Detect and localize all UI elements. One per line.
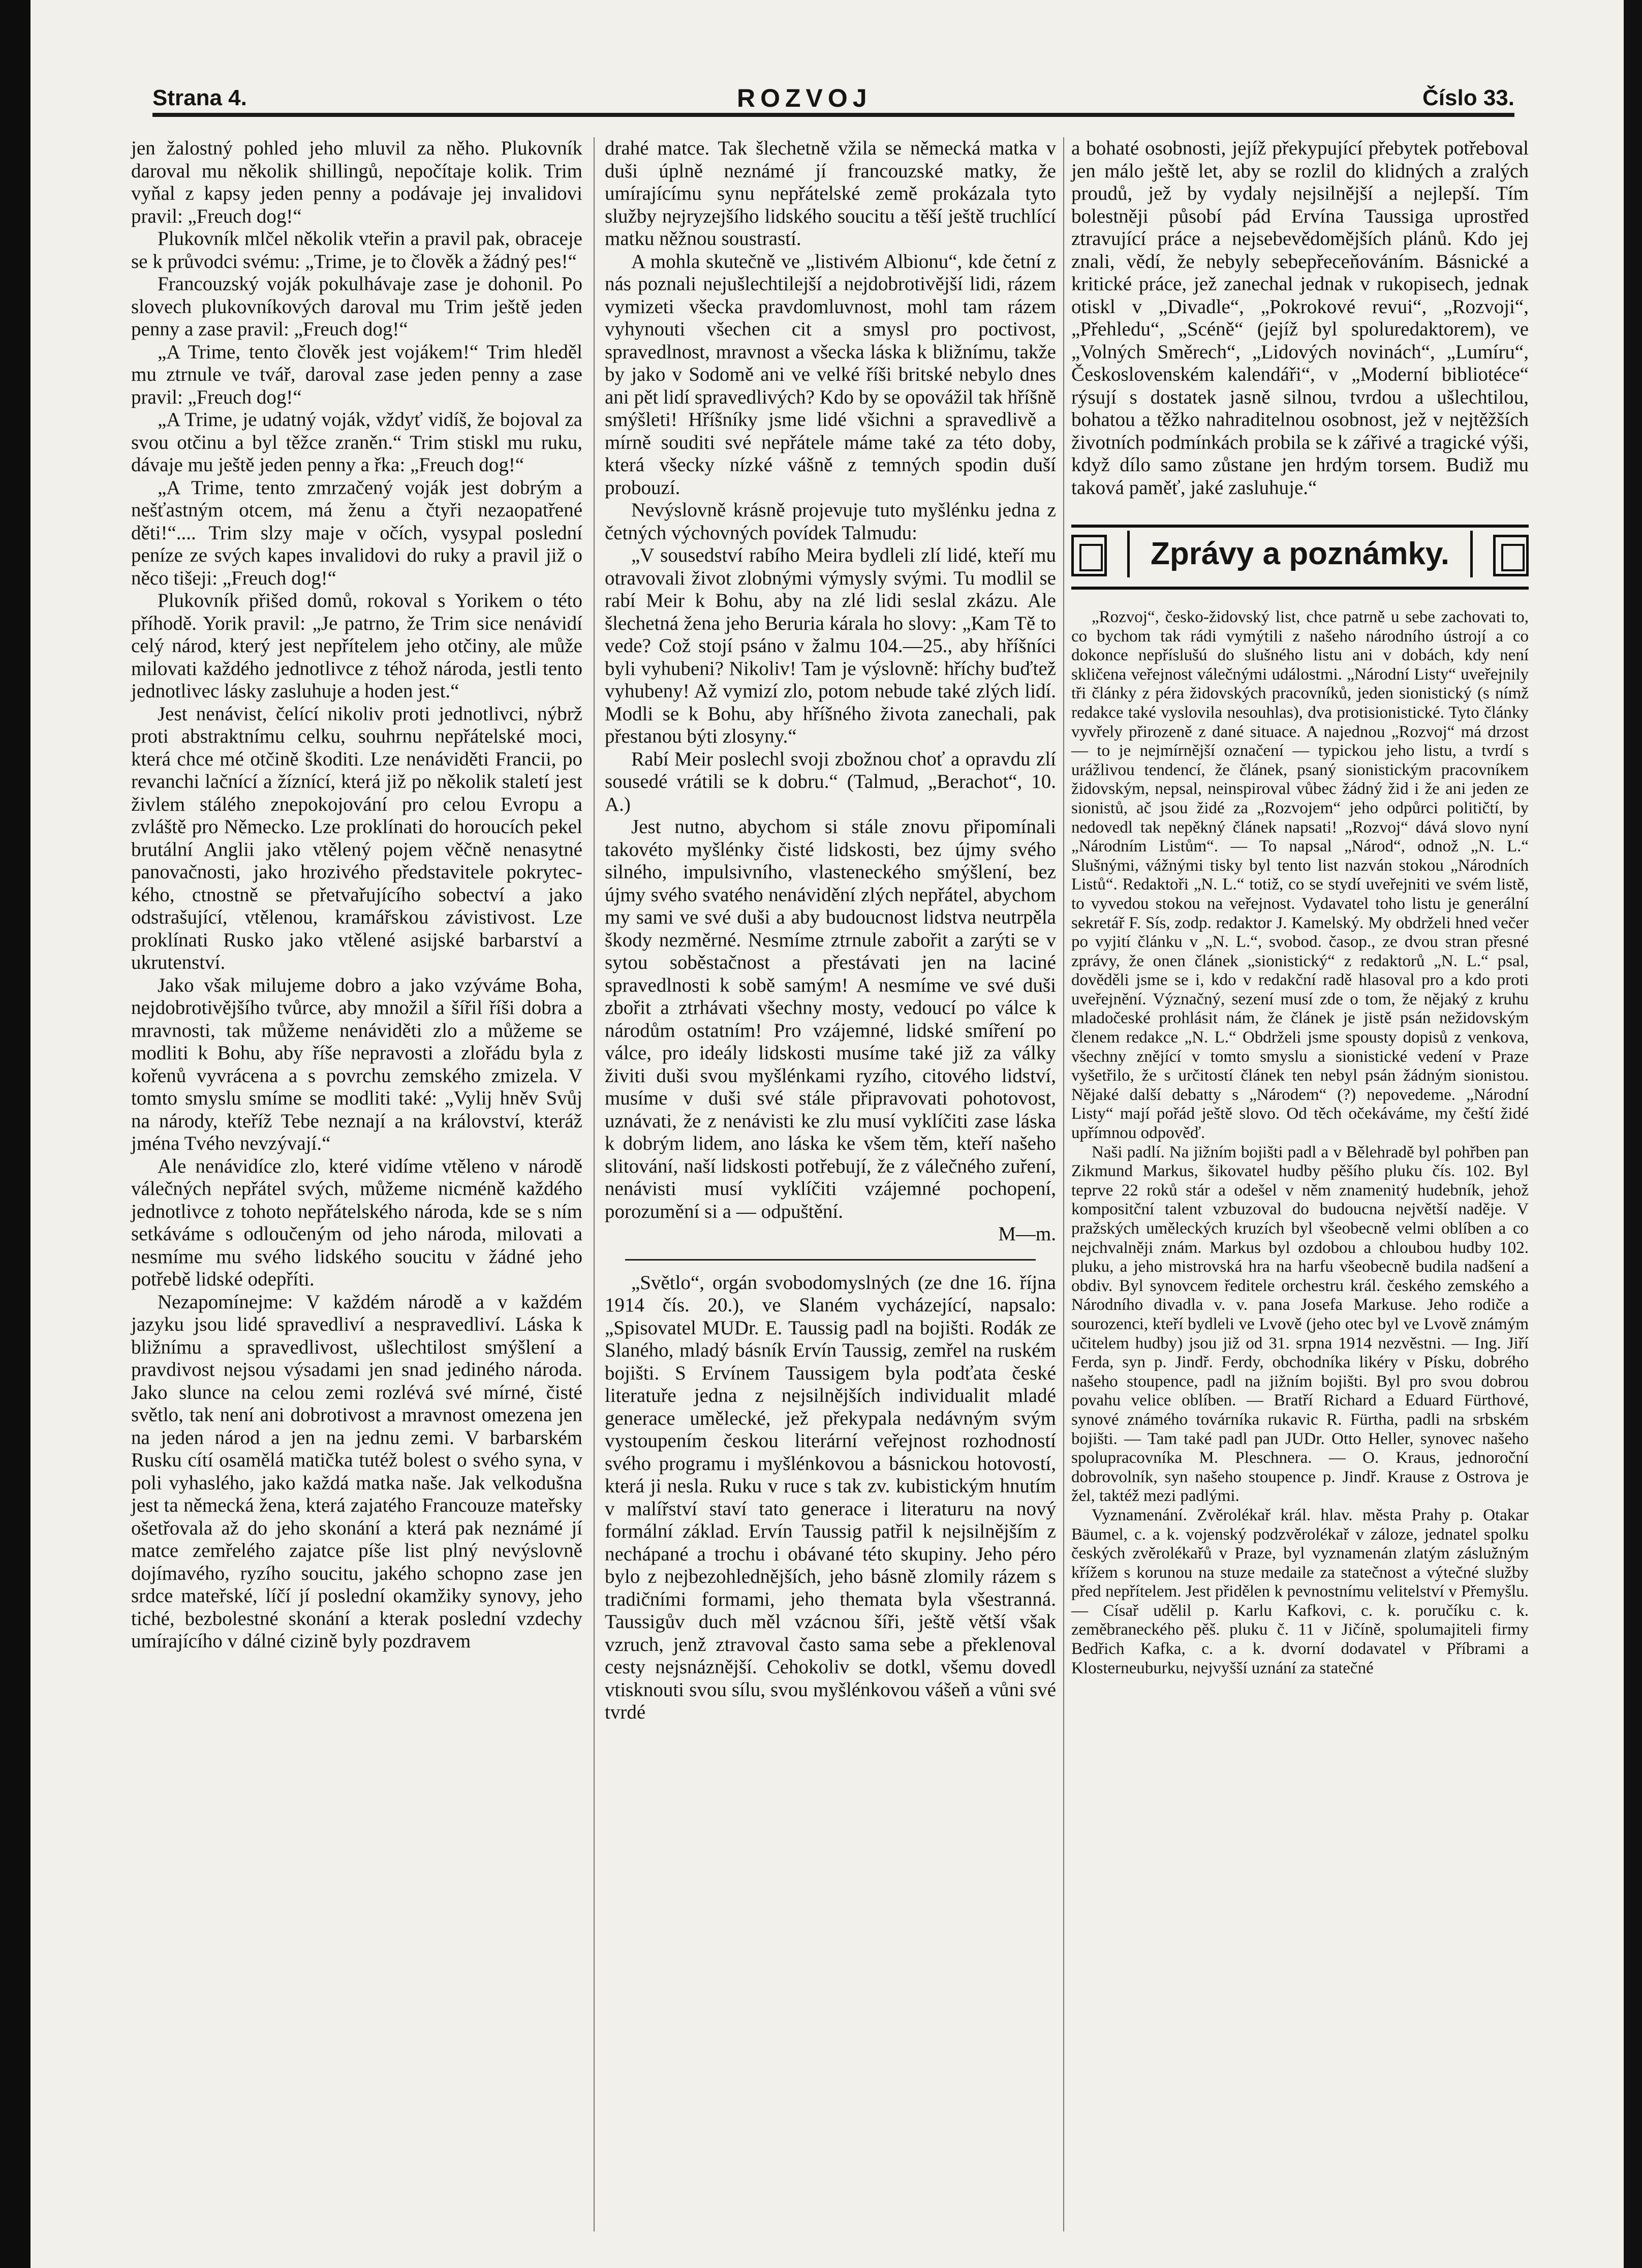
paragraph: Jest nutno, abychom si stále znovu připomínali takovéto myšlénky čisté lidskosti, bez újmy svého silného, impulsivního, vlasteneckého smýšlení, bez újmy svého svatého nenávidění zlých nepřátel, abychom my sami ve své duši a aby budoucnost lidstva neutrpěla škody nezměrné. Nesmíme ztrnule zabořit a zarýti se v sytou soběstačnost a přestávati jen na laciné spravedlnosti k sobě samým! A nesmíme ve své duši zbořit a ztrhávati všechny mosty, vedoucí po válce k národům ostatním! Pro vzájemné, lidské smíření po válce, pro ideály lidskosti musíme také již za války živiti duši svou myšlénkami ryzího, citového lidství, musíme v duši své stále připravovati pohotovost, uznávati, že z nenávisti ke zlu musí vyklíčiti zase láska k dobrým lidem, ano láska ke všem těm, kteří našeho slitování, naší lidskosti potřebují, že z válečného zuření, nenávisti musí vyklíčiti vzájemné pochopení, porozumění si a — odpuštění. <box>605 816 1056 1222</box>
news-items <box>1071 608 1529 1678</box>
news-item: „Rozvoj“, česko-židovský list, chce patrně u sebe zachovati to, co bychom tak rádi vymýtili z našeho národního ústrojí a co dokonce nepříslušú do slušného listu ani v dobách, kdy není skličena veřejnost válečnými událostmi. „Národní Listy“ uveřejnily tři články z péra židovských pracovníků, jeden sionistický (s nímž redakce také vyslovila nesouhlas), dva protisionistické. Tyto články vyvřely přirozeně z dané situace. A najednou „Rozvoj“ má drzost — to je nejmírnější označení — typickou jeho listu, a tvrdí s urážlivou tendencí, že článek, psaný sionistickým pracovníkem židovským, nepsal, neinspiroval vůbec žádný žid i že ani jeden ze sionistů, ač jsou židé za „Rozvojem“ jeho odpůrci političtí, by nedovedl tak nepěkný článek napsati! „Rozvoj“ dává slovo nyní „Národním Listům“. — To napsal „Národ“, odnož „N. L.“ Slušnými, vážnými tisky byl tento list nazván stokou „Národních Listů“. Redaktoři „N. L.“ totiž, co se stydí uveřejniti ve svém listě, to vyvedou stokou na veřejnost. Vydavatel toho listu je generální sekretář F. Sís, zodp. redaktor J. Kamelský. My obdrželi hned večer po vyjití článku v „N. L.“, svobod. časop., ze dvou stran přesné zprávy, že onen článek „sionistický“ z redaktorů „N. L.“ psal, dověděli jsme se i, kdo v redakční radě hlasoval pro a kdo proti uveřejnění. Význačný, sezení musí zde o tom, že nějaký z kruhu mladočeské prohlásit nám, že článek je jistě psán nežidovským členem redakce „N. L.“ Obdrželi jsme spousty dopisů z venkova, všechny znějící v tomto smyslu a sionistické vedení v Praze vyšetřilo, že s určitostí článek ten nebyl psán žádným sionistou. Nějaké další debatty s „Národem“ (?) nepovedeme. „Národní Listy“ mají pořád ještě slovo. Od těch očekáváme, my čeští židé upřímnou odpověď. <box>1071 608 1529 1143</box>
paragraph: Nevýslovně krásně projevuje tuto myšlénku jedna z četných výchovných povídek Talmudu: <box>605 499 1056 544</box>
author-signature: M—m. <box>998 1223 1056 1245</box>
masthead-title: ROZVOJ <box>737 84 872 112</box>
column-divider-1 <box>594 137 595 2231</box>
paragraph: Jako však milujeme dobro a jako vzýváme Boha, nejdobrotivějšího tvůrce, aby množil a šířil říši dobra a mravnosti, tak můžeme nenáviděti zlo a můžeme se modliti k Bohu, aby říše nepravosti a zlořádu byla z kořenů vyvrácena a s povrchu zemského zmizela. V tomto smyslu smíme se modliti také: „Vylij hněv Svůj na národy, kteříž Tebe neznají a na království, kteráž jména Tvého nevzývají.“ <box>131 974 582 1154</box>
paragraph: A mohla skutečně ve „listivém Albionu“, kde četní z nás poznali nejušlechtilejší a nejdobrotivější lidi, rázem vymizeti všecka pravdomluvnost, mohl tam rázem vyhynouti všechen cit a smysl pro poctivost, spravedlnost, mravnost a všecka láska k bližnímu, takže by jako v Sodomě ani ve velké říši britské nebylo dnes ani pět lidí spravedlivých? Kdo by se opovážil tak hříšně smýšleti! Hříšníky jsme lidé všichni a spravedlivě a mírně souditi své nepřátele máme také za této doby, která všecky nízké vášně z temných spodin duší probouzí. <box>605 250 1056 499</box>
paragraph: „A Trime, je udatný voják, vždyť vidíš, že bojoval za svou otčinu a byl těžce zraněn.“ Trim stiskl mu ruku, dávaje mu ještě jeden penny a řka: „Freuch dog!“ <box>131 409 582 476</box>
news-item: Naši padlí. Na jižním bojišti padl a v Bělehradě byl pohřben pan Zikmund Markus, šikovatel hudby pěšího pluku čís. 102. Byl teprve 22 roků stár a odešel v něm znamenitý hudebník, jehož kompositční talent vzbuzoval do budoucna největší naděje. V pražských uměleckých kruzích byl všeobecně velmi oblíben a co nejchvalněji znám. Markus byl ozdobou a chloubou hudby 102. pluku, a jeho mistrovská hra na harfu všeobecně budila nadšení a obdiv. Byl synovcem ředitele orchestru král. českého zemského a Národního divadla v. v. pana Josefa Markuse. Jeho rodiče a sourozenci, kteří bydleli ve Lvově (jeho otec byl ve Lvově známým učitelem hudby) jsou již od 31. srpna 1914 nezvěstni. — Ing. Jiří Ferda, syn p. Jindř. Ferdy, obchodníka likéry v Písku, dobrého našeho stoupence, padl na jižním bojišti. Byl pro svou dobrou povahu velice oblíben. — Bratří Richard a Eduard Fürthové, synové známého továrníka rukavic R. Fürtha, padli na srbském bojišti. — Tam také padl pan JUDr. Otto Heller, synovec našeho spolupracovníka M. Pleschnera. — O. Kraus, jednoroční dobrovolník, syn našeho stoupence p. Jindř. Krause z Ostrova je žel, taktéž mezi padlými. <box>1071 1143 1529 1506</box>
paragraph: „A Trime, tento člověk jest vojákem!“ Trim hleděl mu ztrnule ve tvář, daroval zase jeden penny a zase pravil: „Freuch dog!“ <box>131 341 582 408</box>
paragraph: Jest nenávist, čelící nikoliv proti jednotlivci, nýbrž proti abstraktnímu celku, souhrnu nepřátelské moci, která chce mé otčině škoditi. Lze nenáviděti Francii, po revanchi lačnící a žíznící, která již po několik staletí jest živlem stálého znepokojování pro celou Evropu a zvláště pro Německo. Lze proklínati do horoucích pekel brutální Anglii jako vtělený pojem věčně nenasytné panovačnosti, jako hrozivého představitele pokryteckého, ctnostně se přetvařujícího sobectví a jako odstrašující, vtělenou, kramářskou závistivost. Lze proklínati Rusko jako vtělené asijské barbarství a ukrutenství. <box>131 702 582 973</box>
ornament-square-icon <box>1493 535 1529 576</box>
issue-number: Číslo 33. <box>1422 85 1514 110</box>
sveto-article: „Světlo“, orgán svobodomyslných (ze dne 16. října 1914 čís. 20.), ve Slaném vycházející, napsalo: „Spisovatel MUDr. E. Taussig padl na bojišti. Rodák ze Slaného, mladý básník Ervín Taussig, zemřel na ruském bojišti. S Ervínem Taussigem byla podťata české literatuře jedna z nejsilnějších individualit mladé generace umělecké, jež překypala nedávným svým vystoupením českou literární veřejnost rozhodností svého programu i myšlénkovou a básnickou hotovostí, která ji nesla. Ruku v ruce s tak zv. kubistickým hnutím v malířství staví tato generace i literaturu na nový formální základ. Ervín Taussig patřil k nejsilnějším z nechápané a trochu i obávané této skupiny. Jeho péro bylo z nejbezohlednějších, jeho básně zlomily rázem s tradičními formami, jeho themata byla všestranná. Taussigův duch měl vzácnou šíři, ještě větší však vzruch, jenž ztravoval často sama sebe a překlenoval cesty nejsnáznější. Cehokoliv se dotkl, všemu dovedl vtisknouti svou sílu, svou myšlénkovou vášeň a vůni své tvrdé <box>605 1271 1056 1723</box>
paragraph: „V sousedství rabího Meira bydleli zlí lidé, kteří mu otravovali život zlobnými výmysly svými. Tu modlil se rabí Meir k Bohu, aby na zlé lidi seslal zkázu. Ale šlechetná žena jeho Beruria kárala ho slovy: „Kam Tě to vede? Což stojí psáno v žalmu 104.—25., aby hříšníci byli vyhubeni? Nikoliv! Tam je výslovně: hříchy buďtež vyhubeny! Až vymizí zlo, potom nebude také zlých lidí. Modli se k Bohu, aby hříšného života zanechali, pak přestanou býti zlosyny.“ <box>605 544 1056 747</box>
column-3 <box>1071 137 1529 1678</box>
column-1 <box>131 137 582 1653</box>
column-2 <box>605 137 1056 1724</box>
scan-edge-right <box>1624 0 1642 2268</box>
page-header <box>152 81 1514 117</box>
section-rule <box>625 1259 1036 1261</box>
page-number: Strana 4. <box>152 85 247 110</box>
news-section-title: Zprávy a poznámky. <box>1127 531 1473 577</box>
scan-edge-left <box>0 0 30 2268</box>
paragraph: a bohaté osobnosti, jejíž překypující přebytek potřeboval jen málo ještě let, aby se rozlil do klidných a zralých proudů, jež by vydaly nejsilnější a nejlepší. Tím bolestněji působí pád Ervína Taussiga uprostřed ztravující práce a nejsebevědomějších plánů. Kdo jej znali, vědí, že nebyly sebepřeceňováním. Básnické a kritické práce, jež zanechal jednak v rukopisech, jednak otiskl v „Divadle“, „Pokrokové revui“, „Rozvoji“, „Přehledu“, „Scéně“ (jejíž byl spoluredaktorem), ve „Volných Směrech“, „Lidových novinách“, „Lumíru“, Československém kalendáři“, v „Moderní bibliotéce“ rýsují s dostatek jasně silnou, tvrdou a ušlechtilou, bohatou a těžko nahraditelnou osobnost, jež v nejtěžších životních podmínkách probila se k zářivé a tragické výši, když dílo samo zůstane jen hrdým torsem. Budiž mu taková paměť, jaké zasluhuje.“ <box>1071 137 1529 499</box>
paragraph: drahé matce. Tak šlechetně vžila se německá matka v duši úplně neznámé jí francouzské matky, že umírajícímu synu nepřátelské země prokázala tyto služby nejryzejšího lidského soucitu a těší ještě truchlící matku něžnou soustrastí. <box>605 137 1056 250</box>
paragraph: Plukovník přišed domů, rokoval s Yorikem o této příhodě. Yorik pravil: „Je patrno, že Trim sice nenávidí celý národ, který jest nepřítelem jeho otčiny, ale může milovati každého jednotlivce z téhož národa, jestli tento jednotlivec lásky zasluhuje a hoden jest.“ <box>131 590 582 702</box>
paragraph: Nezapomínejme: V každém národě a v každém jazyku jsou lidé spravedliví a nespravedliví. Láska k bližnímu a spravedlivost, ušlechtilost smýšlení a pravdivost nejsou výsadami jen snad jediného národa. Jako slunce na celou zemi rozlévá své mírné, čisté světlo, tak není ani dobrotivost a mravnost omezena jen na jeden národ a jen na jednu zemi. V barbarském Rusku cítí osamělá matička tutéž bolest o svého syna, v poli vyhaslého, jako každá matka naše. Jak velkodušna jest ta německá žena, která zajatého Francouze mateřsky ošetřovala až do jeho skonání a která pak neznámé jí matce zemřelého zajatce píše list plný nevýslovně dojímavého, ryzího soucitu, jakého schopno zase jen srdce mateřské, líčí jí poslední okamžiky synovy, jeho tiché, bezbolestné skonání a kterak poslední vzdechy umírajícího v dálné cizině byly pozdravem <box>131 1291 582 1652</box>
paragraph: Ale nenávidíce zlo, které vidíme vtěleno v národě válečných nepřátel svých, můžeme nicméně každého jednotlivce z tohoto nepřátelského národa, kde se s ním setkáváme s odloučeným od jeho národa, milovati a nesmíme mu svého lidského soucitu v žádné jeho potřebě lidské odepříti. <box>131 1155 582 1290</box>
news-section-heading-box <box>1071 525 1529 590</box>
paragraph: Francouzský voják pokulhávaje zase je dohonil. Po slovech plukovníkových daroval mu Trim ještě jeden penny a zase pravil: „Freuch dog!“ <box>131 273 582 340</box>
header-rule <box>152 113 1514 117</box>
paragraph: „A Trime, tento zmrzačený voják jest dobrým a nešťastným otcem, má ženu a čtyři nezaopatřené děti!“.... Trim slzy maje v očích, vysypal poslední peníze ze svých kapes invalidovi do ruky a pravil již o něco tišeji: „Freuch dog!“ <box>131 476 582 589</box>
paragraph: jen žalostný pohled jeho mluvil za něho. Plukovník daroval mu několik shillingů, nepočítaje kolik. Trim vyňal z kapsy jeden penny a podávaje jej invalidovi pravil: „Freuch dog!“ <box>131 137 582 227</box>
paragraph: Plukovník mlčel několik vteřin a pravil pak, obraceje se k průvodci svému: „Trime, je to člověk a žádný pes!“ <box>131 228 582 272</box>
ornament-square-icon <box>1071 535 1107 576</box>
news-item: Vyznamenání. Zvěrolékař král. hlav. města Prahy p. Otakar Bäumel, c. a k. vojenský podzvěrolékař v záloze, jednatel spolku českých zvěrolékařů v Praze, byl vyznamenán zlatým záslužným křížem s korunou na stuze medaile za statečnost a výtečné služby před nepřítelem. Jest přidělen k pevnostnímu velitelství v Přemyšlu. — Císař udělil p. Karlu Kafkovi, c. k. poručíku c. k. zeměbraneckého pěš. pluku č. 11 v Jičíně, spolumajiteli firmy Bedřich Kafka, c. a k. dvorní dodavatel v Příbrami a Klosterneuburku, nejvyšší uznání za statečné <box>1071 1506 1529 1677</box>
paragraph: Rabí Meir poslechl svoji zbožnou choť a opravdu zlí sousedé vrátili se k dobru.“ (Talmud, „Berachot“, 10. A.) <box>605 748 1056 815</box>
column-divider-2 <box>1063 137 1064 2231</box>
